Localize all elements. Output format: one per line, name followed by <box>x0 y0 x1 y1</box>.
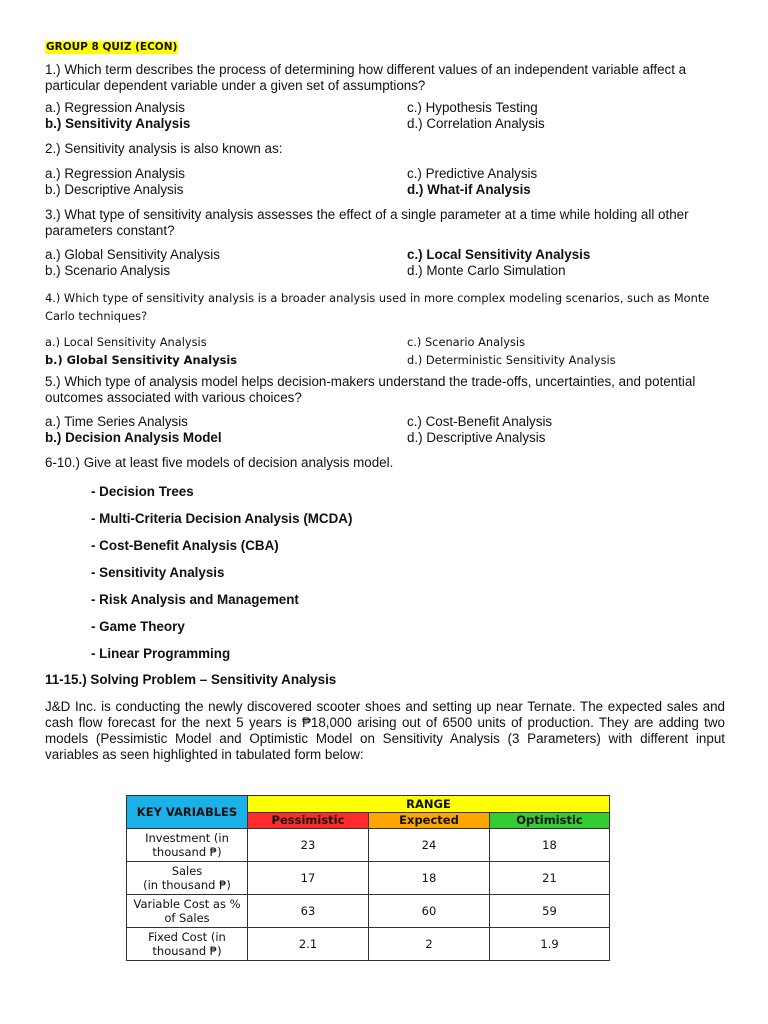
optimistic-cell: 21 <box>490 862 610 895</box>
q5-options-row-1 <box>45 414 725 430</box>
row-label-line: Variable Cost as % <box>133 897 241 911</box>
optimistic-cell: 1.9 <box>490 928 610 961</box>
row-label-line: Fixed Cost (in <box>148 930 226 944</box>
row-label-line: of Sales <box>164 911 210 925</box>
q4-options-row-1 <box>45 333 725 351</box>
model-item: - Multi-Criteria Decision Analysis (MCDA) <box>91 511 353 526</box>
q2-option-d-answer: d.) What-if Analysis <box>407 182 531 197</box>
table-row <box>127 928 610 961</box>
q3-option-b: b.) Scenario Analysis <box>45 263 171 278</box>
q1-option-b-answer: b.) Sensitivity Analysis <box>45 116 191 131</box>
question-3: 3.) What type of sensitivity analysis assesses the effect of a single parameter at a time while holding all other parameters constant? <box>45 207 689 238</box>
expected-cell: 24 <box>369 829 490 862</box>
optimistic-cell: 18 <box>490 829 610 862</box>
pessimistic-cell: 2.1 <box>248 928 369 961</box>
question-1: 1.) Which term describes the process of determining how different values of an independent variable affect a particular dependent variable under a given set of assumptions? <box>45 62 687 93</box>
range-header: RANGE <box>248 796 610 813</box>
row-label <box>127 829 248 862</box>
row-label-line: (in thousand ₱) <box>143 878 231 892</box>
q3-options-row-1 <box>45 247 725 263</box>
q1-option-c: c.) Hypothesis Testing <box>407 100 538 115</box>
q5-option-d: d.) Descriptive Analysis <box>407 430 546 445</box>
row-label <box>127 928 248 961</box>
problem-paragraph: J&D Inc. is conducting the newly discovered scooter shoes and setting up near Ternate. The expected sales and cash flow forecast for the next 5 years is ₱18,000 arising out of 6500 units of production. They are adding two models (Pessimistic Model and Optimistic Model on Sensitivity Analysis (3 Parameters) with different input variables as seen highlighted in tabulated form below: <box>45 699 725 762</box>
model-item: - Linear Programming <box>91 646 231 661</box>
q2-options-row-2 <box>45 182 725 198</box>
q3-option-d: d.) Monte Carlo Simulation <box>407 263 566 278</box>
model-item: - Game Theory <box>91 619 185 634</box>
pessimistic-cell: 63 <box>248 895 369 928</box>
expected-cell: 18 <box>369 862 490 895</box>
q2-option-c: c.) Predictive Analysis <box>407 166 538 181</box>
question-2: 2.) Sensitivity analysis is also known as: <box>45 141 283 156</box>
sensitivity-table <box>126 795 610 961</box>
question-6-10: 6-10.) Give at least five models of decision analysis model. <box>45 455 394 470</box>
q2-options-row-1 <box>45 166 725 182</box>
q3-option-a: a.) Global Sensitivity Analysis <box>45 247 220 262</box>
q1-options-row-2 <box>45 116 725 132</box>
question-5: 5.) Which type of analysis model helps decision-makers understand the trade-offs, uncertainties, and potential outcomes associated with various choices? <box>45 374 696 405</box>
model-item: - Risk Analysis and Management <box>91 592 299 607</box>
key-variables-header: KEY VARIABLES <box>127 796 248 829</box>
optimistic-header: Optimistic <box>490 812 610 829</box>
problem-heading: 11-15.) Solving Problem – Sensitivity Analysis <box>45 672 337 687</box>
optimistic-cell: 59 <box>490 895 610 928</box>
q4-options-row-2 <box>45 351 725 369</box>
q4-option-b-answer: b.) Global Sensitivity Analysis <box>45 353 238 367</box>
pessimistic-cell: 23 <box>248 829 369 862</box>
q5-option-b-answer: b.) Decision Analysis Model <box>45 430 222 445</box>
model-item: - Sensitivity Analysis <box>91 565 225 580</box>
expected-cell: 60 <box>369 895 490 928</box>
q3-option-c-answer: c.) Local Sensitivity Analysis <box>407 247 591 262</box>
q2-option-a: a.) Regression Analysis <box>45 166 185 181</box>
q5-option-c: c.) Cost-Benefit Analysis <box>407 414 553 429</box>
model-item: - Cost-Benefit Analysis (CBA) <box>91 538 279 553</box>
decision-models-list <box>91 484 725 662</box>
q4-option-c: c.) Scenario Analysis <box>407 335 526 349</box>
quiz-title: GROUP 8 QUIZ (ECON) <box>46 41 178 53</box>
q2-option-b: b.) Descriptive Analysis <box>45 182 184 197</box>
expected-header: Expected <box>369 812 490 829</box>
q5-option-a: a.) Time Series Analysis <box>45 414 188 429</box>
row-label <box>127 862 248 895</box>
row-label-line: Sales <box>171 864 203 878</box>
q5-options-row-2 <box>45 430 725 446</box>
row-label-line: Investment (in <box>145 831 229 845</box>
q3-options-row-2 <box>45 263 725 279</box>
q1-options-row-1 <box>45 100 725 116</box>
model-item: - Decision Trees <box>91 484 194 499</box>
q4-option-d: d.) Deterministic Sensitivity Analysis <box>407 353 616 367</box>
row-label-line: thousand ₱) <box>152 944 222 958</box>
pessimistic-header: Pessimistic <box>248 812 369 829</box>
table-row <box>127 895 610 928</box>
row-label <box>127 895 248 928</box>
row-label-line: thousand ₱) <box>152 845 222 859</box>
pessimistic-cell: 17 <box>248 862 369 895</box>
table-row <box>127 829 610 862</box>
q1-option-a: a.) Regression Analysis <box>45 100 185 115</box>
table-row <box>127 862 610 895</box>
q1-option-d: d.) Correlation Analysis <box>407 116 545 131</box>
question-4: 4.) Which type of sensitivity analysis is a broader analysis used in more complex modeling scenarios, such as Monte Carlo techniques? <box>45 291 710 323</box>
quiz-document <box>45 38 725 763</box>
q4-option-a: a.) Local Sensitivity Analysis <box>45 335 207 349</box>
expected-cell: 2 <box>369 928 490 961</box>
